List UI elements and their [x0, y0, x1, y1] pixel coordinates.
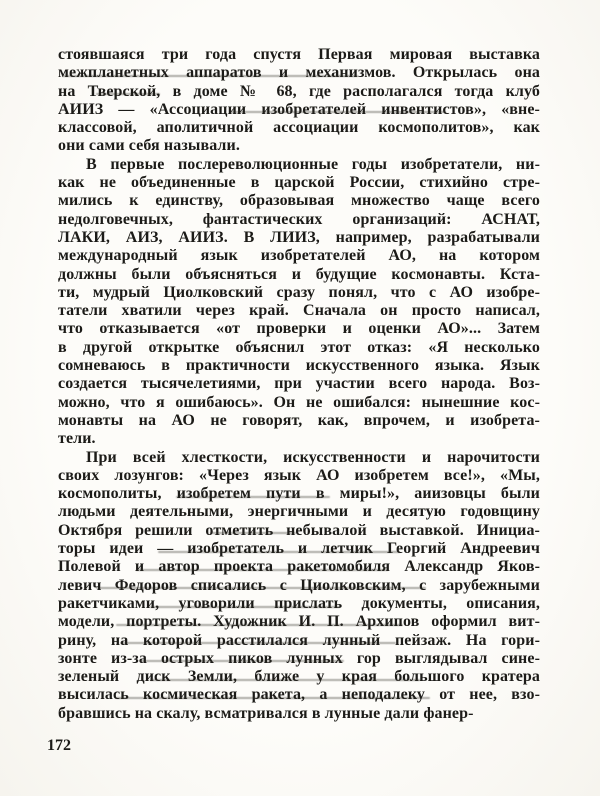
- text-line: При всей хлесткости, искусственности и нарочитости: [86, 448, 540, 466]
- text-line: модели, портреты. Художник И. П. Архипов оформил вит-: [58, 613, 540, 631]
- text-line: ЛАКИ, АИЗ, АИИЗ. В ЛИИЗ, например, разрабатывали: [58, 228, 540, 246]
- text-line: мились к единству, образовывая множество чаще всего: [58, 192, 540, 210]
- text-line: космополиты, изобретем пути в миры!», аиизовцы были: [58, 485, 540, 503]
- text-line: зонте из-за острых пиков лунных гор выглядывал сине-: [58, 649, 540, 667]
- text-line: тели.: [58, 430, 96, 448]
- text-line: должны были объясняться и будущие космонавты. Кста-: [58, 265, 540, 283]
- text-line: монавты на АО не говорят, как, впрочем, и изобрета-: [58, 411, 540, 429]
- text-line: межпланетных аппаратов и механизмов. Открылась она: [58, 64, 540, 82]
- text-block: [58, 46, 540, 723]
- text-line: как не объединенные в царской России, стихийно стре-: [58, 174, 540, 192]
- text-line: рину, на которой расстилался лунный пейзаж. На гори-: [58, 631, 540, 649]
- text-line: торы идеи — изобретатель и летчик Георгий Андреевич: [58, 540, 540, 558]
- text-line: в другой открытке объяснил этот отказ: «Я несколько: [58, 338, 540, 356]
- text-line: международный язык изобретателей АО, на котором: [58, 247, 540, 265]
- text-line: татели хватили через край. Сначала он просто написал,: [58, 302, 540, 320]
- text-line: АИИЗ — «Ассоциации изобретателей инвентистов», «вне-: [58, 100, 540, 118]
- text-line: классовой, аполитичной ассоциации космополитов», как: [58, 119, 540, 137]
- text-line: создается тысячелетиями, при участии всего народа. Воз-: [58, 375, 540, 393]
- text-line: стоявшаяся три года спустя Первая мировая выставка: [58, 46, 540, 63]
- text-line: людьми деятельными, энергичными и десятую годовщину: [58, 503, 540, 521]
- text-line: Октября решили отметить небывалой выставкой. Инициа-: [58, 521, 540, 539]
- text-line: В первые послереволюционные годы изобретатели, ни-: [86, 155, 540, 173]
- text-line: недолговечных, фантастических организаций: АСНАТ,: [58, 210, 540, 228]
- text-line: ракетчиками, уговорили прислать документы, описания,: [58, 594, 540, 612]
- text-line: своих лозунгов: «Через язык АО изобретем все!», «Мы,: [58, 466, 540, 484]
- text-line: бравшись на скалу, всматривался в лунные дали фанер-: [58, 704, 474, 722]
- page-number: 172: [47, 737, 71, 754]
- text-line: ти, мудрый Циолковский сразу понял, что с АО изобре-: [58, 283, 540, 301]
- text-line: сомневаюсь в практичности искусственного языка. Язык: [58, 357, 540, 375]
- text-line: на Тверской, в доме № 68, где располагался тогда клуб: [58, 82, 540, 100]
- text-line: высилась космическая ракета, а неподалеку от нее, взо-: [58, 686, 540, 704]
- text-line: они сами себя называли.: [58, 137, 240, 155]
- text-line: левич Федоров списались с Циолковским, с зарубежными: [58, 576, 540, 594]
- text-line: зеленый диск Земли, ближе у края большого кратера: [58, 668, 540, 686]
- text-line: можно, что я ошибаюсь». Он не ошибался: нынешние кос-: [58, 393, 540, 411]
- text-line: что отказывается «от проверки и оценки АО»... Затем: [58, 320, 540, 338]
- text-line: Полевой и автор проекта ракетомобиля Александр Яков-: [58, 558, 540, 576]
